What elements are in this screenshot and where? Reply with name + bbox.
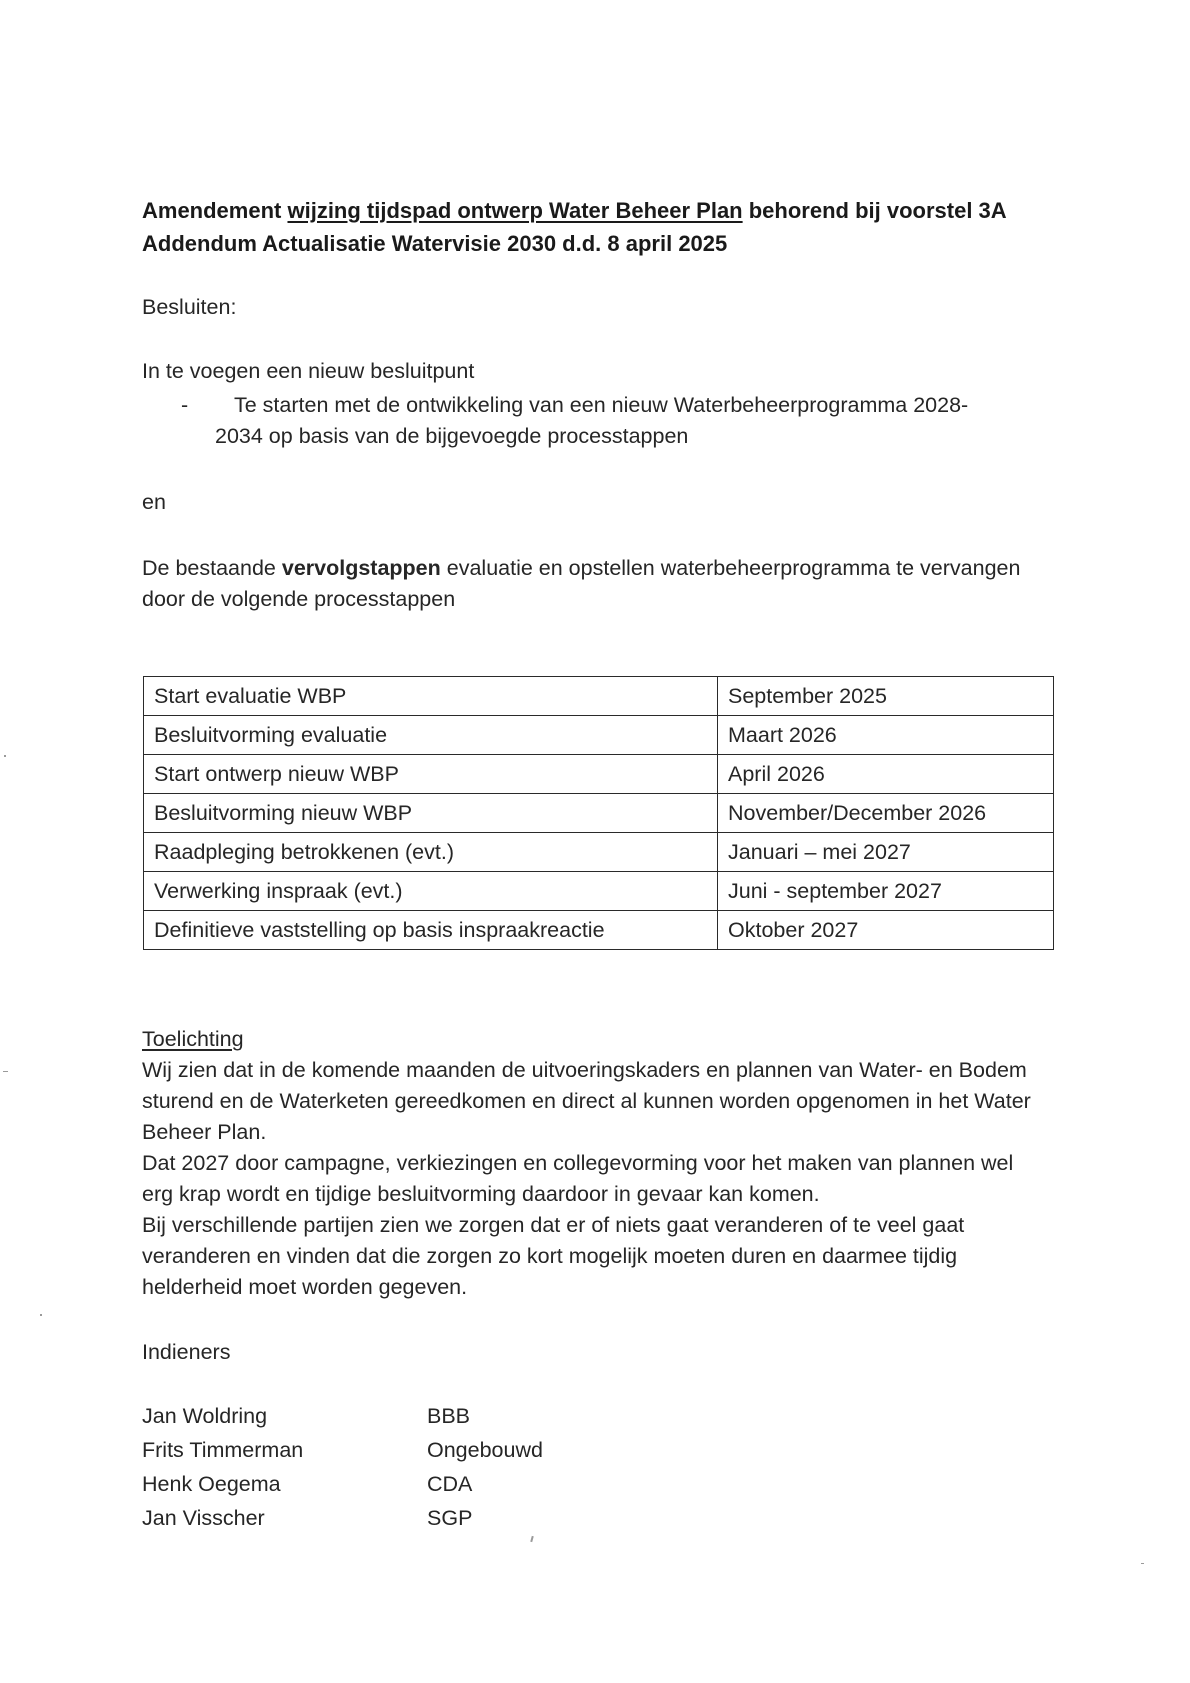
signer-row: [142, 1401, 742, 1431]
scan-speck: [40, 1314, 42, 1316]
signer-name: Frits Timmerman: [142, 1438, 304, 1462]
signer-row: [142, 1469, 742, 1499]
signer-row: [142, 1503, 742, 1533]
bullet-item: [216, 390, 1016, 452]
toelichting-paragraph-1: Wij zien dat in de komende maanden de uitvoeringskaders en plannen van Water- en Bodem sturend en de Waterketen gereedkomen en direct al kunnen worden opgenomen in het Water Beheer Plan.: [142, 1058, 1031, 1144]
table-row: [144, 677, 1054, 716]
table-row: [144, 794, 1054, 833]
bestaande-post: evaluatie en opstellen waterbeheerprogramma te vervangen door de volgende processtappen: [142, 556, 1021, 611]
date-cell: April 2026: [718, 755, 1054, 794]
title-part1: Amendement: [142, 198, 288, 223]
toelichting-heading: Toelichting: [142, 1027, 244, 1051]
step-cell: Besluitvorming evaluatie: [144, 716, 718, 755]
toelichting-body: [142, 1055, 1047, 1303]
signer-name: Henk Oegema: [142, 1472, 281, 1496]
signer-name: Jan Woldring: [142, 1404, 268, 1428]
title-part2: behorend bij voorstel 3A: [742, 198, 1007, 223]
bestaande-pre: De bestaande: [142, 556, 282, 580]
table-row: [144, 716, 1054, 755]
step-cell: Besluitvorming nieuw WBP: [144, 794, 718, 833]
step-cell: Verwerking inspraak (evt.): [144, 872, 718, 911]
date-cell: Juni - september 2027: [718, 872, 1054, 911]
title-underlined: wijzing tijdspad ontwerp Water Beheer Plan: [287, 198, 743, 223]
step-cell: Start ontwerp nieuw WBP: [144, 755, 718, 794]
scan-speck: [4, 755, 6, 757]
signer-party: SGP: [427, 1506, 473, 1530]
step-cell: Raadpleging betrokkenen (evt.): [144, 833, 718, 872]
step-cell: Definitieve vaststelling op basis inspraakreactie: [144, 911, 718, 950]
indieners-heading: Indieners: [142, 1340, 231, 1364]
scan-speck: [1141, 1563, 1144, 1564]
table-row: [144, 833, 1054, 872]
bestaande-bold: vervolgstappen: [281, 556, 441, 580]
table-row: [144, 911, 1054, 950]
date-cell: Maart 2026: [718, 716, 1054, 755]
document-title: [142, 194, 1042, 260]
toelichting-paragraph-2: Dat 2027 door campagne, verkiezingen en collegevorming voor het maken van plannen wel erg krap wordt en tijdige besluitvorming daardoor in gevaar kan komen.: [142, 1151, 1014, 1206]
scan-speck: [3, 1071, 8, 1072]
bullet-line2: 2034 op basis van de bijgevoegde processtappen: [215, 424, 689, 448]
signer-party: Ongebouwd: [427, 1438, 543, 1462]
date-cell: November/December 2026: [718, 794, 1054, 833]
bullet-line1: Te starten met de ontwikkeling van een nieuw Waterbeheerprogramma 2028-: [234, 393, 969, 417]
invoegen-text: In te voegen een nieuw besluitpunt: [142, 359, 475, 383]
signer-row: [142, 1435, 742, 1465]
title-line2: Addendum Actualisatie Watervisie 2030 d.d. 8 april 2025: [142, 231, 728, 256]
signer-party: CDA: [427, 1472, 473, 1496]
date-cell: Oktober 2027: [718, 911, 1054, 950]
toelichting-paragraph-3: Bij verschillende partijen zien we zorgen dat er of niets gaat veranderen of te veel gaat veranderen en vinden dat die zorgen zo kort mogelijk moeten duren en daarmee tijdig helderheid moet worden gegeven.: [142, 1213, 965, 1299]
process-steps-table: [143, 676, 1054, 950]
table-row: [144, 872, 1054, 911]
date-cell: September 2025: [718, 677, 1054, 716]
table-row: [144, 755, 1054, 794]
besluiten-label: Besluiten:: [142, 295, 237, 319]
signer-name: Jan Visscher: [142, 1506, 265, 1530]
scan-speck: [530, 1536, 533, 1542]
signer-party: BBB: [427, 1404, 471, 1428]
bullet-dash: -: [181, 393, 189, 417]
en-text: en: [142, 490, 166, 514]
bestaande-paragraph: [142, 553, 1062, 615]
step-cell: Start evaluatie WBP: [144, 677, 718, 716]
date-cell: Januari – mei 2027: [718, 833, 1054, 872]
